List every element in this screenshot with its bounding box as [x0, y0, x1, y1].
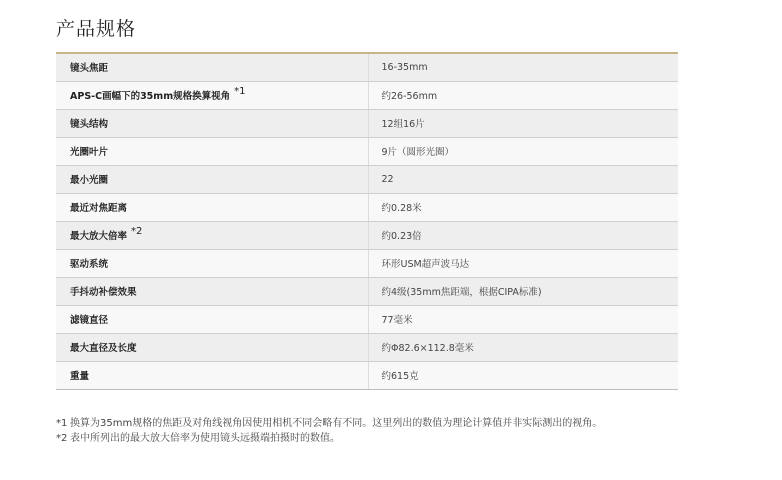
spec-value: 77毫米	[368, 305, 678, 333]
spec-row-aps-c-equivalent	[56, 81, 678, 109]
spec-label: 光圈叶片	[56, 137, 368, 165]
spec-row-max-magnification	[56, 221, 678, 249]
spec-value: 16-35mm	[368, 53, 678, 81]
spec-value: 12组16片	[368, 109, 678, 137]
spec-table	[56, 52, 678, 390]
spec-value: 约615克	[368, 361, 678, 389]
spec-label: 滤镜直径	[56, 305, 368, 333]
spec-label: 最大直径及长度	[56, 333, 368, 361]
spec-label: 重量	[56, 361, 368, 389]
spec-row-min-aperture	[56, 165, 678, 193]
spec-row-aperture-blades	[56, 137, 678, 165]
spec-value: 约0.28米	[368, 193, 678, 221]
spec-label: 最大放大倍率 *2	[56, 221, 368, 249]
spec-value: 环形USM超声波马达	[368, 249, 678, 277]
spec-value: 约Φ82.6×112.8毫米	[368, 333, 678, 361]
page-title: 产品规格	[56, 18, 137, 40]
footnote-mark: *2	[56, 433, 68, 444]
footnote-2	[56, 431, 696, 446]
spec-label: 驱动系统	[56, 249, 368, 277]
spec-row-min-focus-distance	[56, 193, 678, 221]
footnotes	[56, 416, 696, 446]
spec-label: 最近对焦距离	[56, 193, 368, 221]
footnote-marker: *1	[234, 86, 246, 97]
spec-label: 镜头焦距	[56, 53, 368, 81]
spec-row-drive-system	[56, 249, 678, 277]
spec-row-weight	[56, 361, 678, 389]
footnote-1	[56, 416, 696, 431]
footnote-marker: *2	[131, 226, 143, 237]
spec-value: 9片（圆形光圈）	[368, 137, 678, 165]
spec-value: 约0.23倍	[368, 221, 678, 249]
footnote-text: 表中所列出的最大放大倍率为使用镜头远摄端拍摄时的数值。	[70, 433, 340, 444]
spec-row-filter-diameter	[56, 305, 678, 333]
spec-label: 镜头结构	[56, 109, 368, 137]
spec-label: 最小光圈	[56, 165, 368, 193]
spec-value: 约26-56mm	[368, 81, 678, 109]
footnote-text: 换算为35mm规格的焦距及对角线视角因使用相机不同会略有不同。这里列出的数值为理论计算值并非实际测出的视角。	[70, 418, 603, 429]
spec-value: 约4级(35mm焦距端，根据CIPA标准)	[368, 277, 678, 305]
footnote-mark: *1	[56, 418, 68, 429]
spec-row-lens-construction	[56, 109, 678, 137]
spec-row-dimensions	[56, 333, 678, 361]
spec-label: APS-C画幅下的35mm规格换算视角 *1	[56, 81, 368, 109]
spec-label: 手抖动补偿效果	[56, 277, 368, 305]
spec-row-image-stabilization	[56, 277, 678, 305]
spec-value: 22	[368, 165, 678, 193]
spec-row-focal-length	[56, 53, 678, 81]
